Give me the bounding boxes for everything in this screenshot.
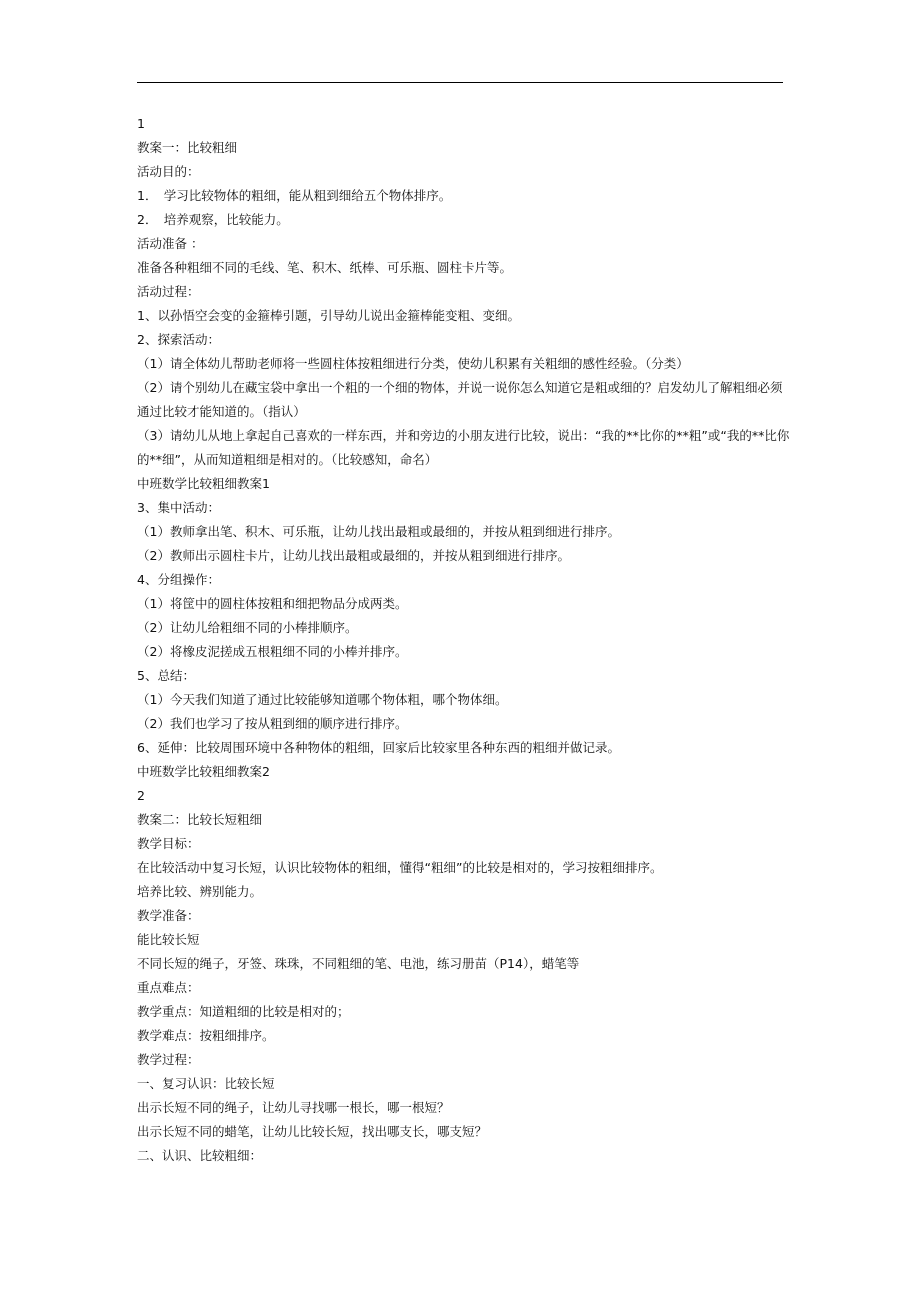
list-item: 二、认识、比较粗细： <box>137 1148 263 1163</box>
sub-item: （2）我们也学习了按从粗到细的顺序进行排序。 <box>137 716 408 731</box>
paragraph: 在比较活动中复习长短，认识比较物体的粗细，懂得“粗细”的比较是相对的，学习按粗细排序。 <box>137 860 663 875</box>
heading: 教学目标： <box>137 836 200 851</box>
sub-item-continued: 通过比较才能知道的。（指认） <box>137 404 306 419</box>
sub-item: （2）请个别幼儿在藏宝袋中拿出一个粗的一个细的物体，并说一说你怎么知道它是粗或细的？启发幼儿了解粗细必须 <box>137 380 783 395</box>
header-rule <box>137 82 783 83</box>
list-item: 4、分组操作： <box>137 572 220 587</box>
list-item: 3、集中活动： <box>137 500 220 515</box>
list-item: 5、总结： <box>137 668 195 683</box>
paragraph: 出示长短不同的绳子，让幼儿寻找哪一根长，哪一根短？ <box>137 1100 450 1115</box>
list-item: 1、以孙悟空会变的金箍棒引题，引导幼儿说出金箍棒能变粗、变细。 <box>137 308 520 323</box>
paragraph: 培养比较、辨别能力。 <box>137 884 263 899</box>
document-body <box>137 112 797 1168</box>
heading: 活动目的： <box>137 164 200 179</box>
inline-title: 中班数学比较粗细教案1 <box>137 476 270 491</box>
inline-title: 中班数学比较粗细教案2 <box>137 764 270 779</box>
heading: 活动准备 ： <box>137 236 204 251</box>
paragraph: 教学重点：知道粗细的比较是相对的； <box>137 1004 350 1019</box>
sub-item: （1）教师拿出笔、积木、可乐瓶，让幼儿找出最粗或最细的，并按从粗到细进行排序。 <box>137 524 620 539</box>
sub-item: （2）教师出示圆柱卡片，让幼儿找出最粗或最细的，并按从粗到细进行排序。 <box>137 548 570 563</box>
sub-item: （1）将筐中的圆柱体按粗和细把物品分成两类。 <box>137 596 408 611</box>
paragraph: 能比较长短 <box>137 932 200 947</box>
sub-item-continued: 的**细”，从而知道粗细是相对的。（比较感知，命名） <box>137 452 438 467</box>
sub-item: （3）请幼儿从地上拿起自己喜欢的一样东西，并和旁边的小朋友进行比较，说出：“我的**比你的**粗”或“我的**比你 <box>137 428 790 443</box>
paragraph: 出示长短不同的蜡笔，让幼儿比较长短，找出哪支长，哪支短？ <box>137 1124 488 1139</box>
list-item: 2、探索活动： <box>137 332 220 347</box>
heading: 教学过程： <box>137 1052 200 1067</box>
section-number: 2 <box>137 788 145 803</box>
lesson-title: 教案一：比较粗细 <box>137 140 238 155</box>
list-item: 6、延伸：比较周围环境中各种物体的粗细，回家后比较家里各种东西的粗细并做记录。 <box>137 740 620 755</box>
paragraph: 教学难点：按粗细排序。 <box>137 1028 275 1043</box>
heading: 重点难点： <box>137 980 200 995</box>
sub-item: （1）请全体幼儿帮助老师将一些圆柱体按粗细进行分类，使幼儿积累有关粗细的感性经验。（分类） <box>137 356 689 371</box>
sub-item: （2）让幼儿给粗细不同的小棒排顺序。 <box>137 620 358 635</box>
section-number: 1 <box>137 116 145 131</box>
list-item: 2． 培养观察，比较能力。 <box>137 212 289 227</box>
list-item: 一、复习认识：比较长短 <box>137 1076 275 1091</box>
paragraph: 准备各种粗细不同的毛线、笔、积木、纸棒、可乐瓶、圆柱卡片等。 <box>137 260 513 275</box>
lesson-title: 教案二：比较长短粗细 <box>137 812 263 827</box>
heading: 教学准备： <box>137 908 200 923</box>
list-item: 1． 学习比较物体的粗细，能从粗到细给五个物体排序。 <box>137 188 452 203</box>
paragraph: 不同长短的绳子，牙签、珠珠，不同粗细的笔、电池，练习册苗（P14），蜡笔等 <box>137 956 580 971</box>
heading: 活动过程： <box>137 284 200 299</box>
sub-item: （2）将橡皮泥搓成五根粗细不同的小棒并排序。 <box>137 644 408 659</box>
sub-item: （1）今天我们知道了通过比较能够知道哪个物体粗，哪个物体细。 <box>137 692 508 707</box>
